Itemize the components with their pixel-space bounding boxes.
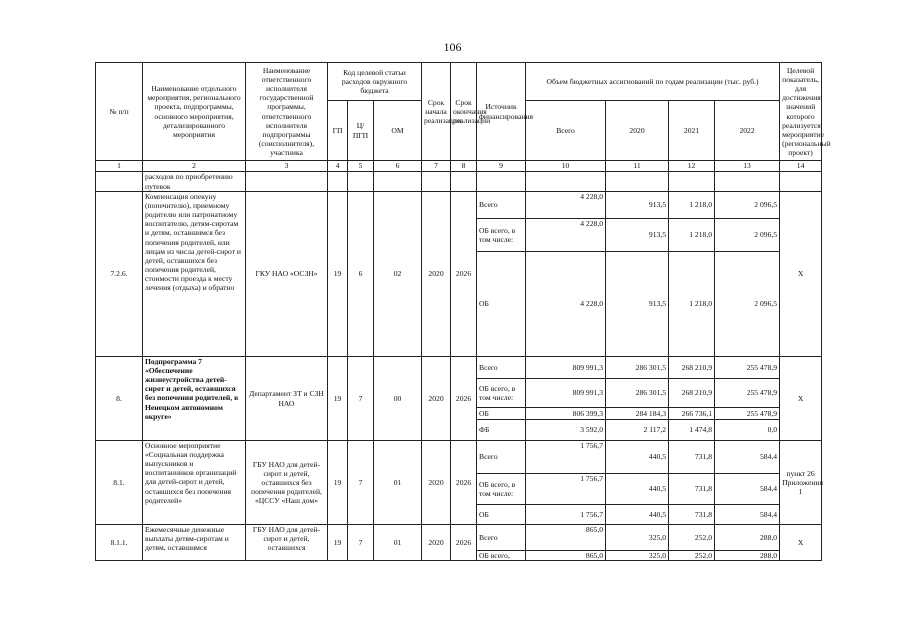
value-total: 3 592,0	[526, 420, 606, 441]
col-number: 7	[422, 161, 451, 172]
table-row	[96, 525, 822, 551]
value-2020: 2 117,2	[606, 420, 669, 441]
header-name: Наименование отдельного мероприятия, регионального проекта, подпрограммы, основного мероприятия, детализированного мероприятия	[143, 63, 246, 161]
column-number-row	[96, 161, 822, 172]
header-gp: ГП	[328, 101, 348, 161]
item-pgp: 7	[348, 357, 374, 441]
item-gp: 19	[328, 357, 348, 441]
item-executor: ГБУ НАО для детей-сирот и детей, оставшихся без попечения родителей, «ЦССУ «Наш дом»	[246, 441, 328, 525]
value-2021: 252,0	[669, 525, 715, 551]
source-label: Всего	[477, 525, 526, 551]
item-gp: 19	[328, 192, 348, 357]
item-start: 2020	[422, 357, 451, 441]
value-2022: 2 096,5	[715, 252, 780, 357]
source-label: Всего	[477, 357, 526, 379]
value-2020: 286 301,5	[606, 379, 669, 408]
value-total: 809 991,3	[526, 357, 606, 379]
col-number: 11	[606, 161, 669, 172]
value-total: 4 228,0	[526, 192, 606, 219]
header-source: Источник финансирования	[477, 63, 526, 161]
value-2022: 255 478,9	[715, 379, 780, 408]
item-executor: Департамент ЗТ и СЗН НАО	[246, 357, 328, 441]
source-label: Всего	[477, 192, 526, 219]
value-total: 865,0	[526, 551, 606, 561]
value-2020: 325,0	[606, 551, 669, 561]
source-label: ОБ всего,	[477, 551, 526, 561]
value-2021: 731,8	[669, 441, 715, 474]
header-code-group: Код целевой статьи расходов окружного бюджета	[328, 63, 422, 101]
item-end: 2026	[451, 357, 477, 441]
value-total: 1 756,7	[526, 474, 606, 505]
col-number: 1	[96, 161, 143, 172]
col-number: 14	[780, 161, 822, 172]
item-indicator: Х	[780, 357, 822, 441]
value-2022: 584,4	[715, 505, 780, 525]
item-name: Компенсация опекуну (попечителю), приемному родителю или патронатному воспитателю, детям-сиротам и детям, оставшимся без попечения родителей, или лицам из числа детей-сирот и детей, оставшихся без попечения родителей, стоимости проезда к месту лечения (отдыха) и обратно	[143, 192, 246, 357]
table-row	[96, 192, 822, 219]
value-2020: 286 301,5	[606, 357, 669, 379]
col-number: 10	[526, 161, 606, 172]
item-indicator: пункт 26 Приложения 1	[780, 441, 822, 525]
value-2021: 731,8	[669, 474, 715, 505]
value-2020: 913,5	[606, 252, 669, 357]
header-total: Всего	[526, 101, 606, 161]
item-end: 2026	[451, 525, 477, 561]
header-volume-group: Объем бюджетных ассигнований по годам реализации (тыс. руб.)	[526, 63, 780, 101]
value-2022: 255 478,9	[715, 408, 780, 420]
source-label: ОБ	[477, 252, 526, 357]
col-number: 3	[246, 161, 328, 172]
value-total: 1 756,7	[526, 441, 606, 474]
budget-table	[95, 62, 831, 561]
value-2020: 440,5	[606, 505, 669, 525]
col-number: 4	[328, 161, 348, 172]
value-total: 4 228,0	[526, 219, 606, 252]
header-pgp: Ц/ПГП	[348, 101, 374, 161]
header-executor: Наименование ответственного исполнителя государственной программы, ответственного исполнителя подпрограммы (соисполнителя), участника	[246, 63, 328, 161]
source-label: ОБ всего, в том числе:	[477, 379, 526, 408]
value-2022: 584,4	[715, 474, 780, 505]
item-gp: 19	[328, 441, 348, 525]
value-2022: 288,0	[715, 551, 780, 561]
col-number: 2	[143, 161, 246, 172]
source-label: ОБ	[477, 408, 526, 420]
item-num: 8.1.1.	[96, 525, 143, 561]
value-2021: 268 210,9	[669, 357, 715, 379]
item-gp: 19	[328, 525, 348, 561]
source-label: Всего	[477, 441, 526, 474]
item-num: 8.	[96, 357, 143, 441]
value-2021: 1 474,8	[669, 420, 715, 441]
value-total: 4 228,0	[526, 252, 606, 357]
item-num: 8.1.	[96, 441, 143, 525]
col-number: 6	[374, 161, 422, 172]
item-executor: ГКУ НАО «ОСЗН»	[246, 192, 328, 357]
item-num: 7.2.6.	[96, 192, 143, 357]
header-om: ОМ	[374, 101, 422, 161]
col-number: 5	[348, 161, 374, 172]
value-total: 1 756,7	[526, 505, 606, 525]
item-pgp: 7	[348, 525, 374, 561]
value-total: 865,0	[526, 525, 606, 551]
table-row	[96, 357, 822, 379]
header-2020: 2020	[606, 101, 669, 161]
header-start: Срок начала реализации	[422, 63, 451, 161]
item-name: Подпрограмма 7 «Обеспечение жизнеустройства детей-сирот и детей, оставшихся без попечения родителей, в Ненецком автономном округе»	[143, 357, 246, 441]
item-end: 2026	[451, 441, 477, 525]
item-name: расходов по приобретению путевок	[143, 172, 246, 192]
value-2021: 1 218,0	[669, 192, 715, 219]
item-om: 02	[374, 192, 422, 357]
value-2022: 584,4	[715, 441, 780, 474]
col-number: 8	[451, 161, 477, 172]
item-pgp: 6	[348, 192, 374, 357]
header-2022: 2022	[715, 101, 780, 161]
item-indicator: Х	[780, 525, 822, 561]
item-start: 2020	[422, 441, 451, 525]
value-2020: 325,0	[606, 525, 669, 551]
value-total: 806 399,3	[526, 408, 606, 420]
value-total: 809 991,3	[526, 379, 606, 408]
source-label: ОБ всего, в том числе:	[477, 219, 526, 252]
item-om: 01	[374, 525, 422, 561]
value-2020: 440,5	[606, 474, 669, 505]
source-label: ОБ всего, в том числе:	[477, 474, 526, 505]
header-2021: 2021	[669, 101, 715, 161]
table-row-continuation	[96, 172, 822, 192]
value-2022: 2 096,5	[715, 219, 780, 252]
item-name: Основное мероприятие «Социальная поддержка выпускников и воспитанников организаций для детей-сирот и детей, оставшихся без попечения родителей»	[143, 441, 246, 525]
source-label: ФБ	[477, 420, 526, 441]
value-2021: 731,8	[669, 505, 715, 525]
value-2022: 2 096,5	[715, 192, 780, 219]
item-end: 2026	[451, 192, 477, 357]
header-indicator: Целевой показатель, для достижения значений которого реализуется мероприятие (региональный проект)	[780, 63, 822, 161]
value-2021: 268 210,9	[669, 379, 715, 408]
value-2021: 252,0	[669, 551, 715, 561]
item-name: Ежемесячные денежные выплаты детям-сиротам и детям, оставшимся	[143, 525, 246, 561]
value-2020: 440,5	[606, 441, 669, 474]
page-number: 106	[443, 40, 462, 54]
item-pgp: 7	[348, 441, 374, 525]
col-number: 9	[477, 161, 526, 172]
value-2022: 288,0	[715, 525, 780, 551]
header-end: Срок окончания реализации	[451, 63, 477, 161]
value-2021: 266 736,1	[669, 408, 715, 420]
item-indicator: Х	[780, 192, 822, 357]
value-2021: 1 218,0	[669, 252, 715, 357]
value-2020: 284 184,3	[606, 408, 669, 420]
item-om: 01	[374, 441, 422, 525]
col-number: 13	[715, 161, 780, 172]
value-2021: 1 218,0	[669, 219, 715, 252]
value-2020: 913,5	[606, 192, 669, 219]
item-om: 00	[374, 357, 422, 441]
value-2022: 0,0	[715, 420, 780, 441]
source-label: ОБ	[477, 505, 526, 525]
table-row	[96, 441, 822, 474]
header-num: № п/п	[96, 63, 143, 161]
item-start: 2020	[422, 192, 451, 357]
value-2020: 913,5	[606, 219, 669, 252]
col-number: 12	[669, 161, 715, 172]
item-executor: ГБУ НАО для детей-сирот и детей, оставшихся	[246, 525, 328, 561]
item-start: 2020	[422, 525, 451, 561]
value-2022: 255 478,9	[715, 357, 780, 379]
